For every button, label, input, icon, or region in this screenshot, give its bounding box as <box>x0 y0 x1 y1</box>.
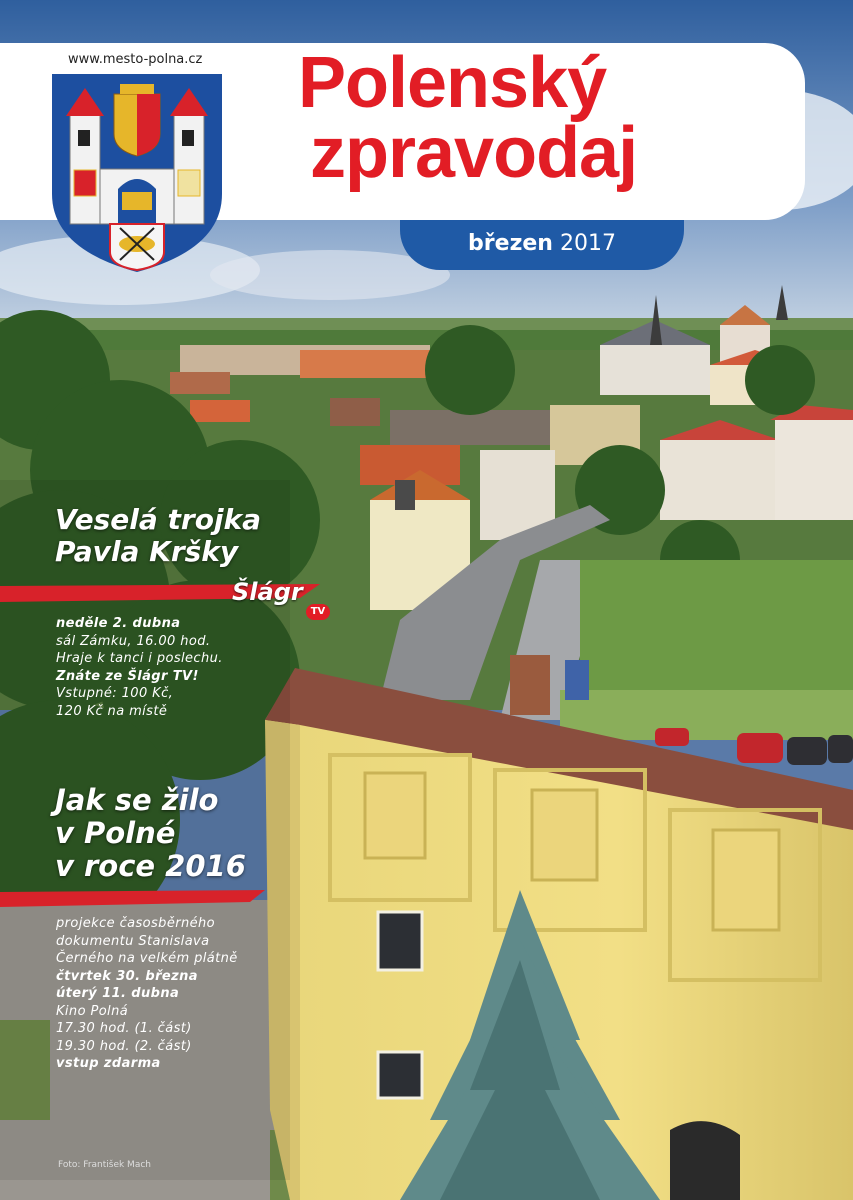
title-line-2: zpravodaj <box>310 113 638 193</box>
photo-credit: Foto: František Mach <box>58 1160 151 1170</box>
event1-line-5: Vstupné: 100 Kč, <box>56 686 174 701</box>
event1-line-6: 120 Kč na místě <box>56 703 168 719</box>
event2-details <box>56 915 238 1073</box>
title-line-1: Polenský <box>298 43 607 123</box>
event2-title-line-1: Jak se žilo <box>55 783 219 817</box>
event1-line-2: sál Zámku, 16.00 hod. <box>56 633 211 649</box>
event2-line-6: Kino Polná <box>56 1003 129 1019</box>
issue-date <box>400 220 684 270</box>
event2-line-5: úterý 11. dubna <box>56 986 180 1001</box>
issue-month: březen <box>468 231 553 256</box>
event2-line-3: Černého na velkém plátně <box>56 951 238 966</box>
slagr-tv-logo: Šlágr <box>232 578 303 606</box>
event1-line-4: Znáte ze Šlágr TV! <box>56 668 199 684</box>
event2-red-stripe <box>0 890 270 910</box>
event2-line-9: vstup zdarma <box>56 1056 161 1071</box>
coat-of-arms-icon <box>52 74 222 272</box>
event1-line-3: Hraje k tanci i poslechu. <box>56 651 223 666</box>
event1-line-1: neděle 2. dubna <box>56 616 181 631</box>
event2-line-8: 19.30 hod. (2. část) <box>56 1038 192 1054</box>
issue-year: 2017 <box>559 231 616 256</box>
website-url[interactable]: www.mesto-polna.cz <box>68 52 203 67</box>
event2-title-line-2: v Polné <box>55 816 176 850</box>
event2-line-7: 17.30 hod. (1. část) <box>56 1021 192 1036</box>
event1-title <box>55 504 261 568</box>
event2-title-line-3: v roce 2016 <box>55 849 246 883</box>
event2-line-2: dokumentu Stanislava <box>56 933 210 949</box>
event2-line-1: projekce časosběrného <box>56 916 216 931</box>
event2-line-4: čtvrtek 30. března <box>56 968 198 984</box>
slagr-tv-badge: TV <box>306 604 330 620</box>
event1-title-line-2: Pavla Kršky <box>55 535 239 568</box>
event1-title-line-1: Veselá trojka <box>55 503 262 536</box>
event1-details <box>56 615 223 720</box>
event2-title <box>55 784 246 883</box>
magazine-title <box>298 43 638 193</box>
